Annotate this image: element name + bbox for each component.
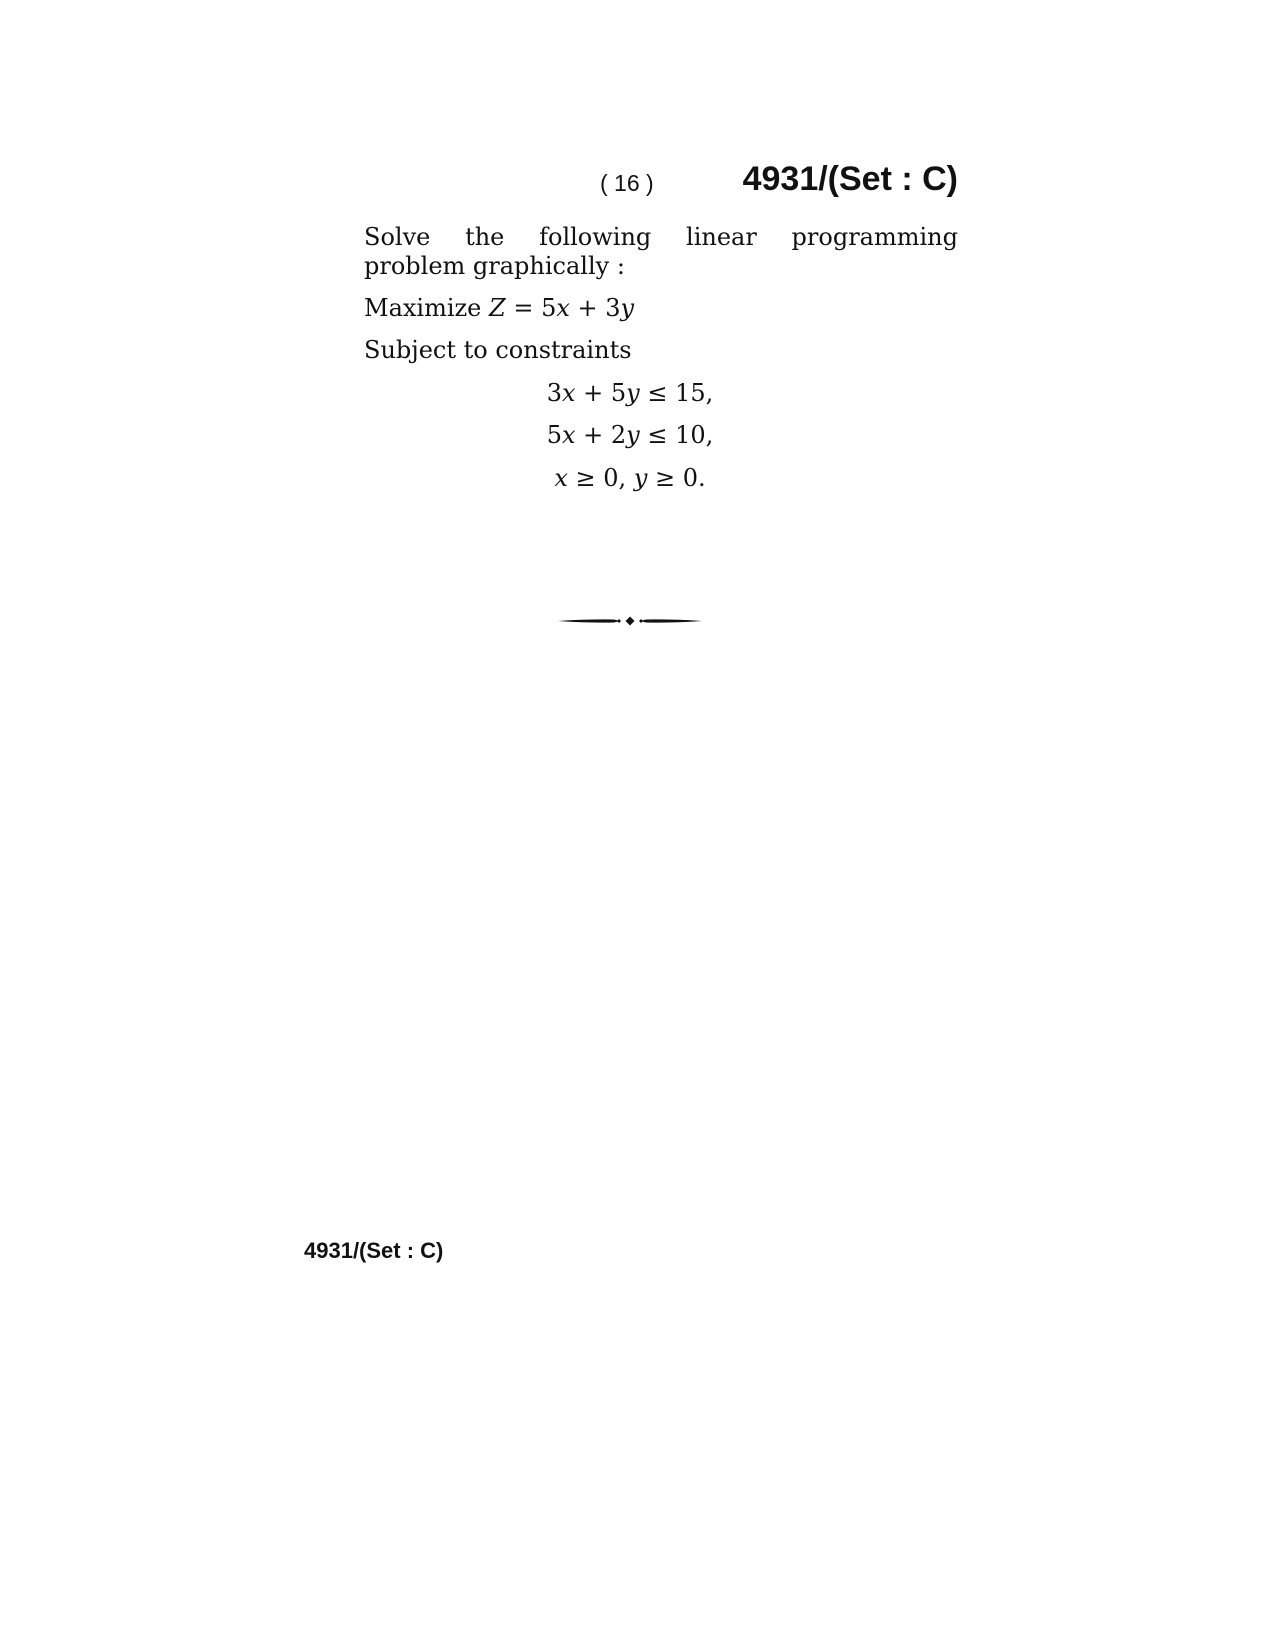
constraint-1 — [510, 379, 750, 407]
objective-variable: Z — [489, 294, 506, 322]
objective-coef-x: = 5 — [505, 294, 557, 322]
constraint-1-coef: 3 — [546, 379, 562, 407]
constraint-2-y: y — [626, 421, 640, 449]
constraint-2-rhs: ≤ 10, — [639, 421, 714, 449]
objective-y: y — [620, 294, 635, 322]
constraint-3 — [510, 464, 750, 492]
objective-x: x — [556, 294, 570, 322]
paper-code-header: 4931/(Set : C) — [742, 160, 958, 198]
constraints-intro: Subject to constraints — [364, 336, 632, 364]
page-number: ( 16 ) — [600, 170, 654, 196]
constraint-3-x: x — [554, 464, 568, 492]
constraint-2 — [510, 421, 750, 449]
objective-coef-y: + 3 — [569, 294, 621, 322]
objective-function — [364, 294, 958, 323]
end-ornament-icon — [558, 614, 702, 628]
constraint-3-rhs: ≥ 0. — [647, 464, 706, 492]
paper-code-footer: 4931/(Set : C) — [304, 1238, 444, 1263]
constraint-1-mid: + 5 — [575, 379, 627, 407]
constraint-2-mid: + 2 — [575, 421, 627, 449]
constraint-1-y: y — [626, 379, 640, 407]
constraint-1-x: x — [561, 379, 576, 407]
objective-label: Maximize — [364, 294, 482, 322]
constraint-3-mid: ≥ 0, — [567, 464, 634, 492]
constraint-3-y: y — [633, 464, 648, 492]
constraint-1-rhs: ≤ 15, — [639, 379, 714, 407]
constraint-2-coef: 5 — [546, 421, 562, 449]
question-statement: Solve the following linear programming problem graphically : — [364, 223, 958, 280]
constraint-2-x: x — [561, 421, 576, 449]
